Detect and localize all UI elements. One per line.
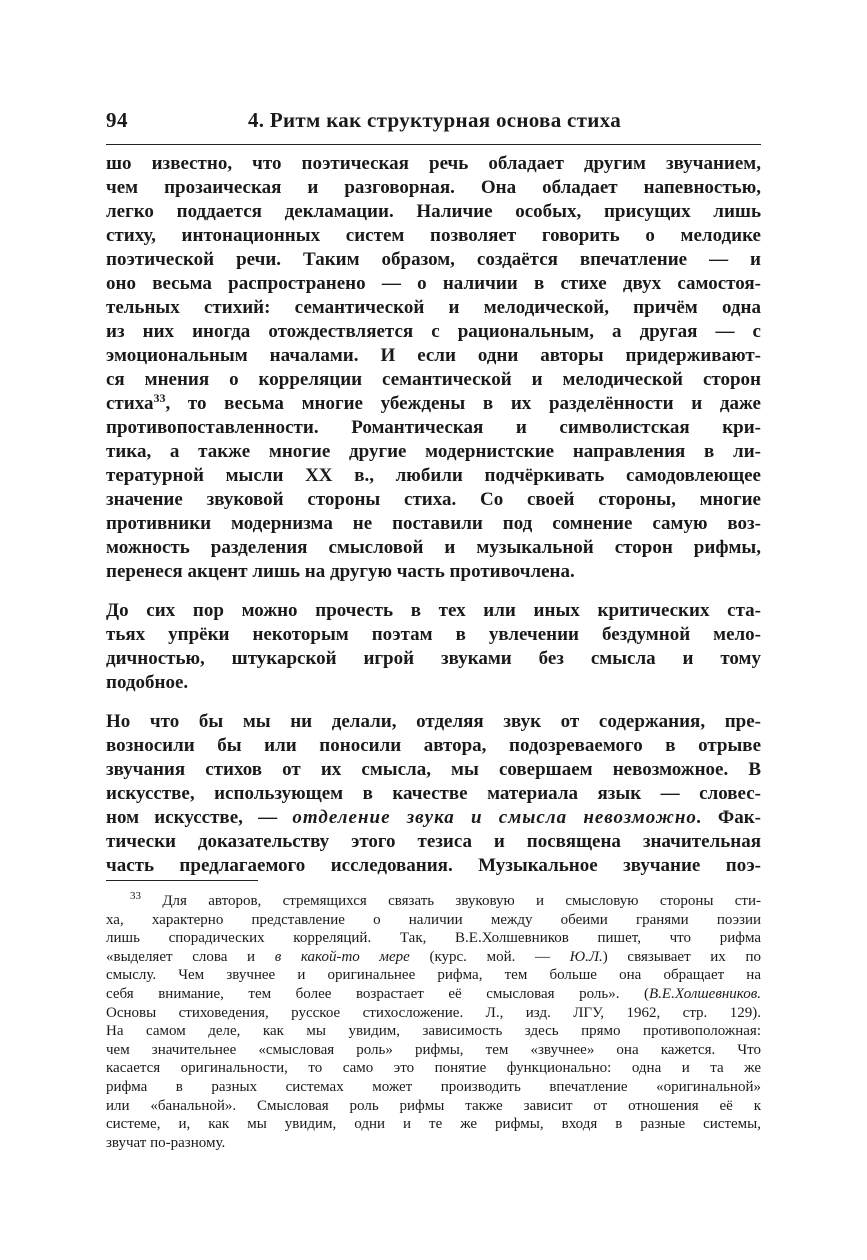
text-line: тически доказательству этого тезиса и посвящена значительная (106, 831, 761, 852)
running-header (106, 108, 761, 145)
italic-text: в какой-то мере (274, 948, 410, 965)
text-fragment: (курс. мой. — (409, 948, 570, 965)
text-fragment: «выделяет слова и (106, 948, 275, 965)
emphasized-text: отделение звука и смысла невозможно. (292, 807, 703, 828)
text-line: значение звуковой стороны стиха. Со своей стороны, многие (106, 489, 761, 510)
text-line: шо известно, что поэтическая речь обладает другим звучанием, (106, 153, 761, 174)
footnote-line: звучат по-разному. (106, 1134, 226, 1151)
text-line: противопоставленности. Романтическая и символистская кри- (106, 417, 761, 438)
italic-text: В.Е.Холшевников. (649, 985, 761, 1002)
text-fragment: Фак- (702, 807, 761, 828)
footnote-line: На самом деле, как мы увидим, зависимость здесь прямо противоположная: (106, 1023, 761, 1040)
text-line: ся мнения о корреляции семантической и мелодической сторон (106, 369, 761, 390)
text-line: перенеся акцент лишь на другую часть противочлена. (106, 561, 575, 582)
footnote-line: или «банальной». Смысловая роль рифмы также зависит от отношения её к (106, 1097, 761, 1114)
footnote-line (106, 985, 761, 1004)
footnote-reference[interactable]: 33 (153, 391, 166, 405)
footnote-line: касается оригинальности, то само это понятие функционально: одна и та же (106, 1060, 761, 1077)
italic-text: Ю.Л. (569, 948, 603, 965)
footnote-line: ха, характерно представление о наличии между обеими гранями поэзии (106, 911, 761, 928)
text-line: противники модернизма не поставили под сомнение самую воз- (106, 513, 761, 534)
footnote-text: Для авторов, стремящихся связать звуковую и смысловую стороны сти- (162, 893, 761, 909)
footnote-line: чем значительнее «смысловая роль» рифмы, тем «звучнее» она кажется. Что (106, 1041, 761, 1058)
text-line: легко поддается декламации. Наличие особых, присущих лишь (106, 201, 761, 222)
page-number: 94 (106, 108, 128, 132)
text-line: оно весьма распространено — о наличии в стихе двух самостоя- (106, 273, 761, 294)
paragraph-2 (106, 599, 761, 695)
text-line: можность разделения смысловой и музыкальной сторон рифмы, (106, 537, 761, 558)
footnote-33 (106, 892, 761, 1152)
footnote-anchor-word: стиха (106, 393, 154, 414)
text-line: звучания стихов от их смысла, мы совершаем невозможное. В (106, 759, 761, 780)
text-line: тьях упрёки некоторым поэтам в увлечении бездумной мело- (106, 624, 761, 645)
text-line: дичностью, штукарской игрой звуками без смысла и тому (106, 648, 761, 669)
text-line: подобное. (106, 672, 189, 693)
text-line: из них иногда отождествляется с рациональным, а другая — с (106, 321, 761, 342)
text-line: тературной мысли XX в., любили подчёркивать самодовлеющее (106, 465, 761, 486)
paragraph-1 (106, 152, 761, 584)
footnote-line: рифма в разных системах может производить впечатление «оригинальной» (106, 1078, 761, 1095)
text-line: часть предлагаемого исследования. Музыкальное звучание поэ- (106, 855, 761, 876)
footnote-line: системе, и, как мы увидим, одни и те же рифмы, входя в разные системы, (106, 1116, 761, 1133)
text-fragment: , то весьма многие убеждены в их разделённости и даже (165, 393, 761, 414)
text-fragment: ) связывает их по (602, 948, 761, 965)
text-line: чем прозаическая и разговорная. Она обладает напевностью, (106, 177, 761, 198)
text-line: поэтической речи. Таким образом, создаётся впечатление — и (106, 249, 761, 270)
text-line: тельных стихий: семантической и мелодической, причём одна (106, 297, 761, 318)
text-fragment: себя внимание, тем более возрастает её смысловая роль». ( (106, 985, 649, 1002)
text-line: До сих пор можно прочесть в тех или иных критических ста- (106, 600, 761, 621)
body-text (106, 152, 761, 893)
footnote-rule (106, 880, 258, 881)
footnote-mark: 33 (130, 890, 141, 902)
text-line: Но что бы мы ни делали, отделяя звук от содержания, пре- (106, 711, 761, 732)
footnote-line: смыслу. Чем звучнее и оригинальнее рифма, тем больше она обращает на (106, 967, 761, 984)
running-title: 4. Ритм как структурная основа стиха (248, 108, 621, 132)
text-line-with-emphasis (106, 806, 761, 830)
text-line: эмоциональным началами. И если одни авторы придерживают- (106, 345, 761, 366)
text-fragment: ном искусстве, — (106, 807, 293, 828)
paragraph-3 (106, 710, 761, 878)
text-line: возносили бы или поносили автора, подозреваемого в отрыве (106, 735, 761, 756)
text-line: искусстве, использующем в качестве материала язык — словес- (106, 783, 761, 804)
footnote-line (106, 948, 761, 967)
text-line: тика, а также многие другие модернистские направления в ли- (106, 441, 761, 462)
footnote-line: Основы стиховедения, русское стихосложение. Л., изд. ЛГУ, 1962, стр. 129). (106, 1004, 761, 1021)
footnote-line (106, 892, 761, 911)
text-line-with-footnote (106, 392, 761, 416)
text-line: стиху, интонационных систем позволяет говорить о мелодике (106, 225, 761, 246)
footnote-line: лишь спорадических корреляций. Так, В.Е.Холшевников пишет, что рифма (106, 930, 761, 947)
